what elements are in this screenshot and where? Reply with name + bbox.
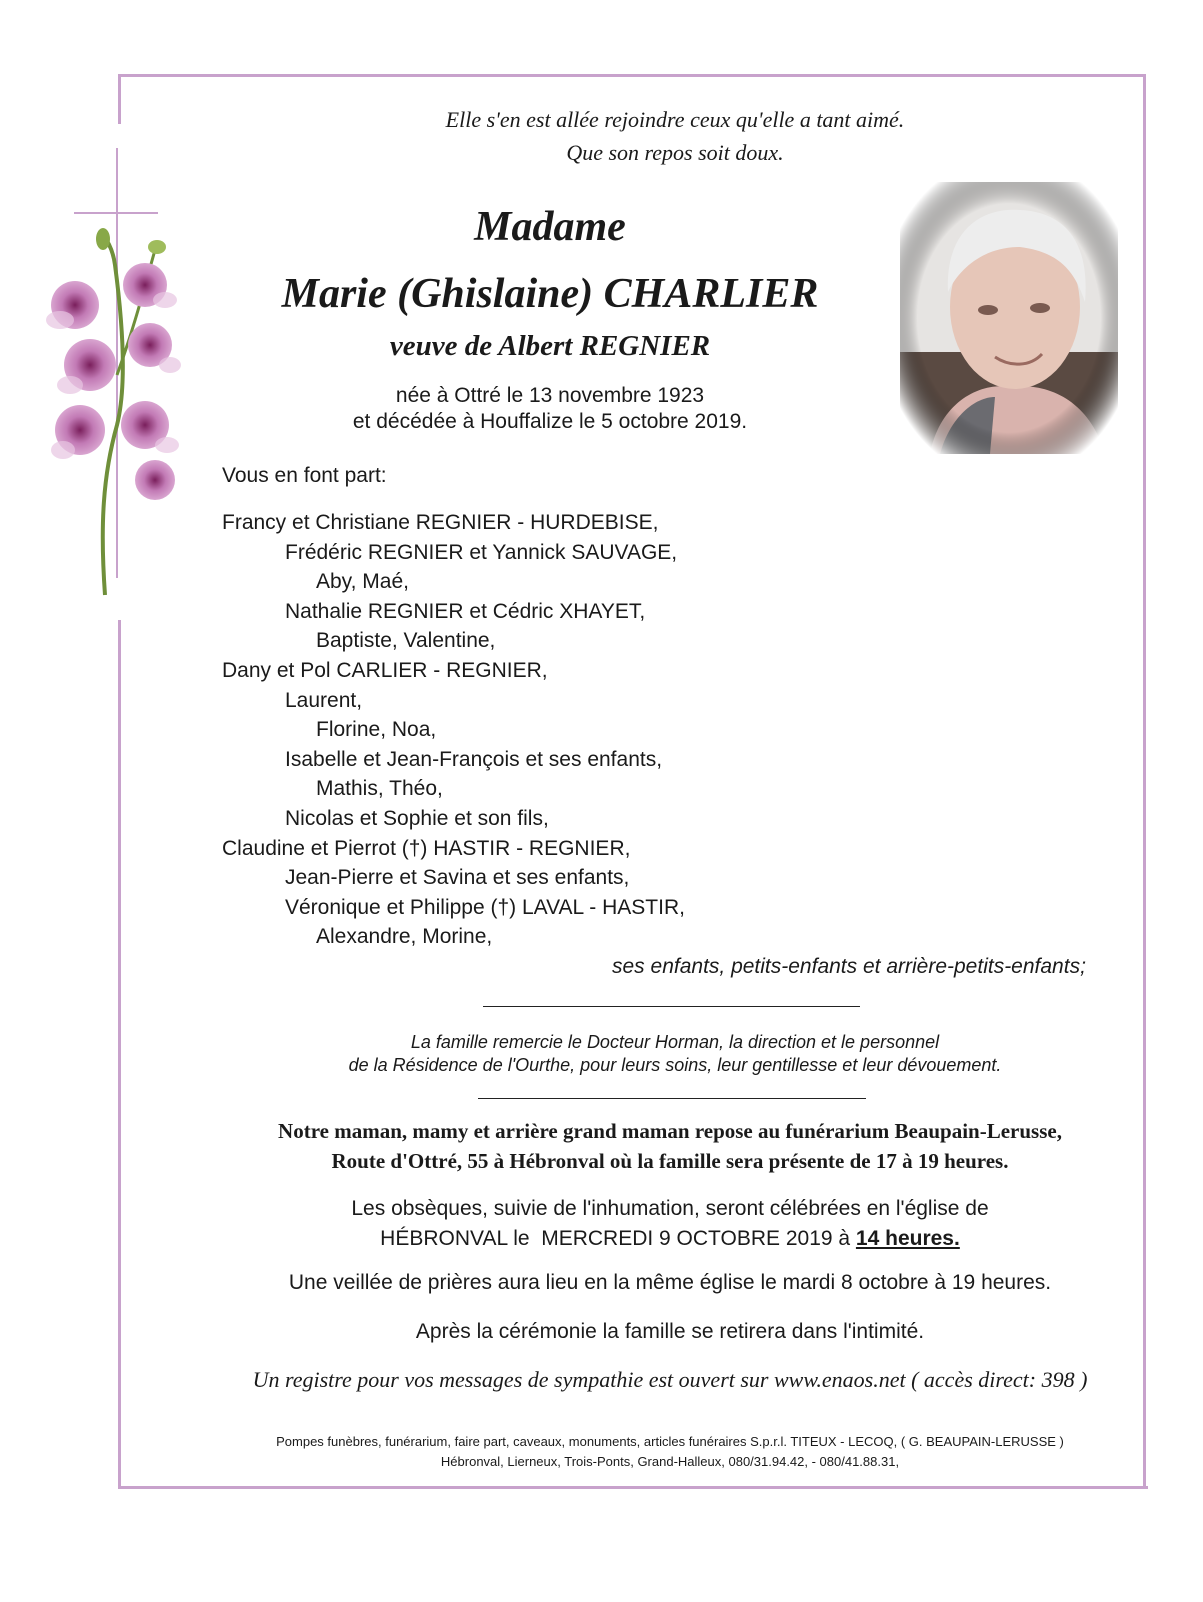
registry-info: Un registre pour vos messages de sympathie est ouvert sur www.enaos.net ( accès direct: 398 ) (252, 1367, 1088, 1392)
widow-of: veuve de Albert REGNIER (389, 330, 711, 362)
vigil-info: Une veillée de prières aura lieu en la même église le mardi 8 octobre à 19 heures. (288, 1271, 1052, 1294)
funeral-line-2 (150, 1224, 1190, 1254)
family-line: Baptiste, Valentine, (316, 629, 496, 653)
deceased-name: Marie (Ghislaine) CHARLIER (281, 271, 819, 317)
family-line: Isabelle et Jean-François et ses enfants, (285, 747, 663, 771)
family-line: Nicolas et Sophie et son fils, (285, 807, 549, 830)
dates (250, 383, 850, 435)
repose-line-2: Route d'Ottré, 55 à Hébronval où la famille sera présente de 17 à 19 heures. (331, 1149, 1009, 1173)
funeral-time: 14 heures. (855, 1227, 960, 1250)
funeral-line-2-text: HÉBRONVAL le MERCREDI 9 OCTOBRE 2019 à (380, 1227, 856, 1250)
family-line: Alexandre, Morine, (316, 925, 493, 949)
thanks (250, 1031, 1100, 1077)
repose-info (150, 1116, 1190, 1176)
frame-left-top (118, 74, 121, 124)
orchid-icon (45, 225, 185, 600)
quote (300, 103, 1050, 169)
family-line: Mathis, Théo, (316, 777, 443, 801)
thanks-line-2: de la Résidence de l'Ourthe, pour leurs soins, leur gentillesse et leur dévouement. (348, 1055, 1002, 1075)
frame-top (118, 74, 1144, 77)
quote-line-2: Que son repos soit doux. (566, 140, 784, 165)
family-line: Nathalie REGNIER et Cédric XHAYET, (285, 599, 646, 623)
title-madame: Madame (474, 204, 626, 250)
footer (150, 1432, 1190, 1472)
family-line: Jean-Pierre et Savina et ses enfants, (285, 866, 630, 890)
cross-horizontal (74, 212, 158, 214)
family-line: Véronique et Philippe (†) LAVAL - HASTIR, (285, 895, 685, 919)
separator-2 (478, 1098, 866, 1099)
family-line: Claudine et Pierrot (†) HASTIR - REGNIER, (222, 836, 631, 860)
quote-line-1: Elle s'en est allée rejoindre ceux qu'elle a tant aimé. (445, 107, 905, 132)
frame-bottom (118, 1486, 1148, 1489)
footer-line-1: Pompes funèbres, funérarium, faire part, caveaux, monuments, articles funéraires S.p.r.l. TITEUX - LECOQ, ( G. BEAUPAIN-LERUSSE ) (276, 1434, 1064, 1449)
footer-line-2: Hébronval, Lierneux, Trois-Ponts, Grand-Halleux, 080/31.94.42, - 080/41.88.31, (440, 1454, 900, 1469)
frame-left (118, 620, 121, 1489)
birth-line: née à Ottré le 13 novembre 1923 (395, 384, 705, 407)
portrait-photo (900, 182, 1118, 454)
family-intro: Vous en font part: (222, 464, 387, 487)
family-line: Florine, Noa, (316, 718, 437, 742)
family-summary: ses enfants, petits-enfants et arrière-petits-enfants; (612, 955, 1086, 978)
family-line: Aby, Maé, (316, 570, 409, 594)
separator-1 (483, 1006, 860, 1007)
death-line: et décédée à Houffalize le 5 octobre 2019. (352, 410, 748, 433)
after-ceremony: Après la cérémonie la famille se retirera dans l'intimité. (415, 1320, 925, 1343)
family-line: Frédéric REGNIER et Yannick SAUVAGE, (285, 540, 678, 564)
funeral-info (150, 1194, 1190, 1254)
family-line: Laurent, (285, 688, 363, 712)
thanks-line-1: La famille remercie le Docteur Horman, la direction et le personnel (410, 1032, 940, 1052)
family-line: Dany et Pol CARLIER - REGNIER, (222, 659, 548, 682)
repose-line-1: Notre maman, mamy et arrière grand maman repose au funérarium Beaupain-Lerusse, (278, 1119, 1062, 1143)
funeral-line-1: Les obsèques, suivie de l'inhumation, seront célébrées en l'église de (351, 1197, 989, 1220)
family-line: Francy et Christiane REGNIER - HURDEBISE, (222, 511, 659, 534)
